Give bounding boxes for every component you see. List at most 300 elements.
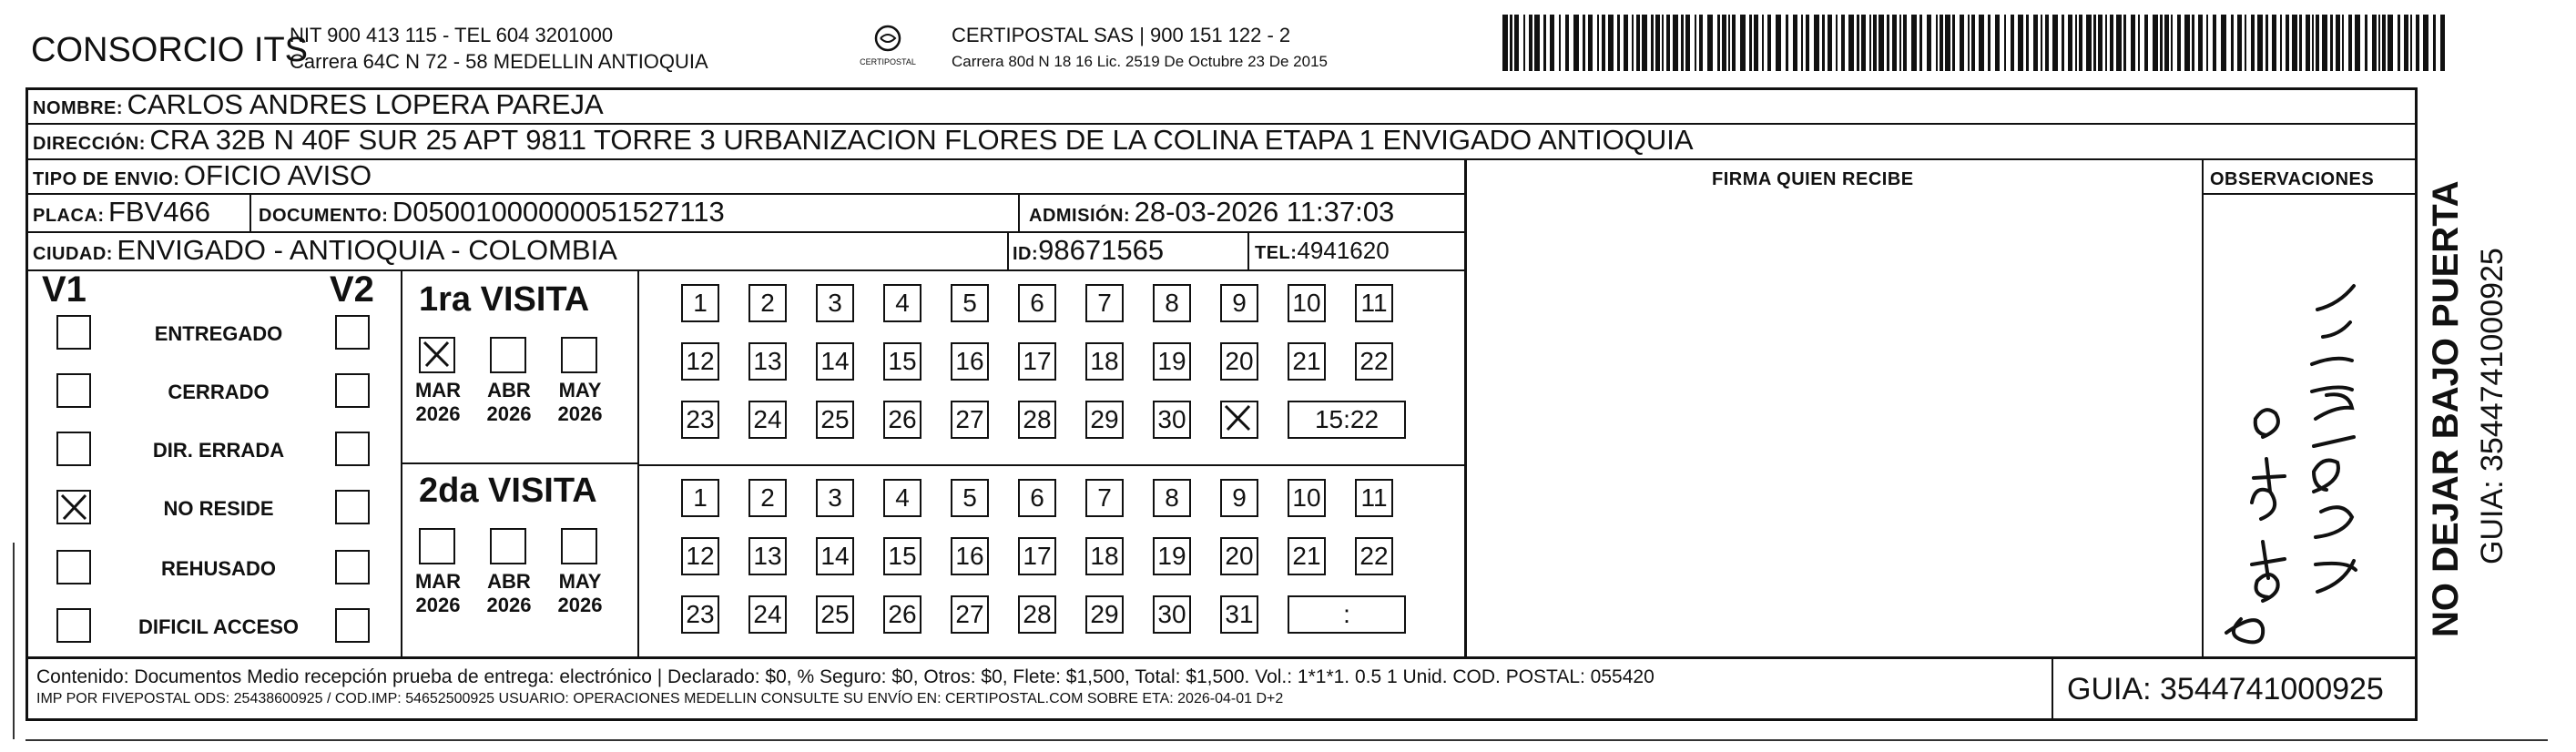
barcode-bar [1602, 15, 1605, 71]
tipo-value: OFICIO AVISO [183, 159, 372, 191]
barcode-bar [1681, 15, 1684, 71]
tel-row [1255, 237, 1390, 265]
documento-label: DOCUMENTO: [259, 206, 389, 226]
barcode-bar [2292, 15, 2297, 71]
second-visit-day-9[interactable]: 9 [1220, 479, 1258, 517]
id-label: ID: [1013, 244, 1039, 264]
barcode-bar [2116, 15, 2122, 71]
v1-header: V1 [42, 269, 87, 310]
first-visit-day-12[interactable]: 12 [681, 342, 719, 381]
first-visit-month-abr[interactable] [490, 337, 526, 373]
barcode-bar [1945, 15, 1950, 71]
handwritten-observation-icon [2208, 218, 2381, 646]
barcode-bar [1806, 15, 1809, 71]
v1-checkbox-rehusado[interactable] [56, 550, 91, 584]
status-label-no-reside: NO RESIDE [163, 497, 274, 520]
barcode-bar [2237, 15, 2242, 71]
certipostal-address: Carrera 80d N 18 16 Lic. 2519 De Octubre 23 De 2015 [952, 53, 1328, 70]
first-visit-month-mar[interactable] [419, 337, 455, 373]
barcode-bar [2131, 15, 2135, 71]
first-visit-day-27[interactable]: 27 [951, 401, 989, 439]
certipostal-info [952, 22, 1328, 75]
barcode-bar [2404, 15, 2408, 71]
barcode-bar [1502, 15, 1508, 71]
barcode-bar [1971, 15, 1975, 71]
barcode-bar [1952, 15, 1955, 71]
first-visit-day-19[interactable]: 19 [1153, 342, 1191, 381]
admision-row [1029, 196, 1394, 229]
second-visit-title: 2da VISITA [419, 472, 597, 510]
barcode-bar [1801, 15, 1803, 71]
barcode-bar [2231, 15, 2234, 71]
month-year: 2026 [415, 402, 461, 425]
v1-checkbox-no-reside[interactable] [56, 490, 91, 524]
barcode-bar [1514, 15, 1519, 71]
tipo-label: TIPO DE ENVIO: [33, 169, 180, 189]
barcode-bar [1754, 15, 1758, 71]
second-visit-day-2[interactable]: 2 [748, 479, 787, 517]
barcode-bar [2164, 15, 2169, 71]
month-year: 2026 [557, 594, 603, 616]
barcode-bar [1699, 15, 1703, 71]
barcode-bar [2423, 15, 2428, 71]
first-visit-day-7[interactable]: 7 [1085, 284, 1124, 322]
first-visit-day-17[interactable]: 17 [1018, 342, 1056, 381]
first-visit-day-10[interactable]: 10 [1288, 284, 1326, 322]
barcode-bar [1666, 15, 1670, 71]
month-name: ABR [487, 570, 531, 593]
id-row [1013, 234, 1164, 267]
month-name: MAR [414, 379, 462, 401]
second-visit-day-11[interactable]: 11 [1355, 479, 1393, 517]
second-visit-day-13[interactable]: 13 [748, 537, 787, 575]
barcode-bar [2272, 15, 2276, 71]
month-year: 2026 [415, 594, 461, 616]
first-visit-day-8[interactable]: 8 [1153, 284, 1191, 322]
barcode-bar [1673, 15, 1678, 71]
barcode-bar [1717, 15, 1720, 71]
barcode-bar [2433, 15, 2436, 71]
nombre-label: NOMBRE: [33, 98, 124, 118]
barcode-bar [2213, 15, 2216, 71]
barcode-bar [2206, 15, 2208, 71]
second-visit-day-14[interactable]: 14 [816, 537, 854, 575]
barcode-bar [2348, 15, 2352, 71]
v2-checkbox-cerrado[interactable] [335, 373, 370, 408]
logo-text: CERTIPOSTAL [860, 57, 916, 66]
v1-checkbox-cerrado[interactable] [56, 373, 91, 408]
barcode-bar [1588, 15, 1593, 71]
direccion-row [33, 124, 1694, 157]
barcode-bar [1722, 15, 1726, 71]
second-visit-month-label [406, 570, 470, 617]
first-visit-day-13[interactable]: 13 [748, 342, 787, 381]
first-visit-day-22[interactable]: 22 [1355, 342, 1393, 381]
barcode-bar [1762, 15, 1764, 71]
barcode-bar [2192, 15, 2194, 71]
second-visit-day-28[interactable]: 28 [1018, 595, 1056, 634]
x-mark-icon [1222, 402, 1253, 433]
barcode-bar [1960, 15, 1964, 71]
x-mark-icon [421, 339, 452, 370]
barcode-bar [1919, 15, 1922, 71]
barcode-bar [1767, 15, 1771, 71]
month-name: MAY [558, 570, 602, 593]
second-visit-day-6[interactable]: 6 [1018, 479, 1056, 517]
first-visit-month-label [477, 379, 541, 426]
barcode-bar [2306, 15, 2310, 71]
second-visit-day-5[interactable]: 5 [951, 479, 989, 517]
barcode-bar [1529, 15, 1532, 71]
barcode-bar [2079, 15, 2082, 71]
ciudad-label: CIUDAD: [33, 244, 113, 264]
barcode-bar [1632, 15, 1634, 71]
barcode-bar [1903, 15, 1907, 71]
barcode-bar [2355, 15, 2360, 71]
barcode-bar [1892, 15, 1897, 71]
barcode-bar [1995, 15, 2000, 71]
second-visit-day-15[interactable]: 15 [883, 537, 921, 575]
tipo-row [33, 159, 372, 192]
footer-imp: IMP POR FIVEPOSTAL ODS: 25438600925 / COD.IMP: 54652500925 USUARIO: OPERACIONES MEDELLIN CONSULTE SU ENVÍO EN: CERTIPOSTAL.COM SOBRE ETA: 2026-04-01 D+2 [36, 691, 1284, 706]
barcode-bar [2004, 15, 2006, 71]
first-visit-day-26[interactable]: 26 [883, 401, 921, 439]
v1-checkbox-dificil-acceso[interactable] [56, 608, 91, 643]
barcode-bar [1597, 15, 1599, 71]
barcode-bar [2398, 15, 2400, 71]
barcode-bar [2440, 15, 2445, 71]
first-visit-day-18[interactable]: 18 [1085, 342, 1124, 381]
barcode-bar [1836, 15, 1838, 71]
barcode-bar [1911, 15, 1917, 71]
barcode-bar [1988, 15, 1991, 71]
barcode-bar [2062, 15, 2064, 71]
barcode-bar [1728, 15, 1730, 71]
barcode-bar [2336, 15, 2340, 71]
barcode-bar [1740, 15, 1746, 71]
barcode-bar [1651, 15, 1654, 71]
barcode-bar [2365, 15, 2367, 71]
barcode-bar [2416, 15, 2419, 71]
no-dejar-bajo-puerta: NO DEJAR BAJO PUERTA [2426, 180, 2466, 637]
barcode-bar [1848, 15, 1854, 71]
barcode-bar [1869, 15, 1871, 71]
barcode-bar [1543, 15, 1546, 71]
second-visit-day-21[interactable]: 21 [1288, 537, 1326, 575]
placa-label: PLACA: [33, 206, 105, 226]
barcode-bar [2138, 15, 2140, 71]
barcode-bar [1841, 15, 1845, 71]
v2-checkbox-rehusado[interactable] [335, 550, 370, 584]
second-visit-day-1[interactable]: 1 [681, 479, 719, 517]
tel-value: 4941620 [1297, 237, 1390, 264]
barcode-bar [1940, 15, 1943, 71]
barcode-bar [1968, 15, 1970, 71]
first-visit-day-9[interactable]: 9 [1220, 284, 1258, 322]
barcode-bar [1510, 15, 1512, 71]
second-visit-day-18[interactable]: 18 [1085, 537, 1124, 575]
barcode-bar [1776, 15, 1781, 71]
barcode-bar [1786, 15, 1788, 71]
v2-header: V2 [330, 269, 374, 310]
barcode-bar [1861, 15, 1866, 71]
barcode-bar [2342, 15, 2344, 71]
second-visit-day-25[interactable]: 25 [816, 595, 854, 634]
barcode-bar [2245, 15, 2246, 71]
direccion-label: DIRECCIÓN: [33, 134, 146, 154]
barcode-bar [1857, 15, 1859, 71]
second-visit-day-4[interactable]: 4 [883, 479, 921, 517]
first-visit-month-label [548, 379, 612, 426]
barcode-bar [1642, 15, 1647, 71]
barcode-bar [1534, 15, 1540, 71]
certipostal-name: CERTIPOSTAL SAS | 900 151 122 - 2 [952, 24, 1291, 46]
direccion-value: CRA 32B N 40F SUR 25 APT 9811 TORRE 3 URBANIZACION FLORES DE LA COLINA ETAPA 1 ENVIGADO ANTIOQUIA [149, 124, 1694, 156]
certipostal-logo-icon [856, 24, 920, 74]
first-visit-day-5[interactable]: 5 [951, 284, 989, 322]
v2-checkbox-no-reside[interactable] [335, 490, 370, 524]
footer-guia: GUIA: 3544741000925 [2067, 672, 2384, 706]
second-visit-day-19[interactable]: 19 [1153, 537, 1191, 575]
first-visit-day-11[interactable]: 11 [1355, 284, 1393, 322]
barcode-bar [2086, 15, 2092, 71]
second-visit-month-label [548, 570, 612, 617]
month-year: 2026 [486, 402, 532, 425]
barcode-bar [1624, 15, 1628, 71]
barcode-bar [2410, 15, 2412, 71]
barcode-bar [1583, 15, 1585, 71]
month-year: 2026 [486, 594, 532, 616]
month-year: 2026 [557, 402, 603, 425]
second-visit-day-30[interactable]: 30 [1153, 595, 1191, 634]
barcode-bar [2153, 15, 2158, 71]
barcode-icon [1502, 15, 2454, 71]
barcode-bar [1979, 15, 1984, 71]
first-visit-day-3[interactable]: 3 [816, 284, 854, 322]
second-visit-day-10[interactable]: 10 [1288, 479, 1326, 517]
barcode-bar [1814, 15, 1819, 71]
barcode-bar [2388, 15, 2393, 71]
nombre-row [33, 88, 604, 121]
second-visit-month-label [477, 570, 541, 617]
second-visit-day-22[interactable]: 22 [1355, 537, 1393, 575]
second-visit-day-7[interactable]: 7 [1085, 479, 1124, 517]
second-visit-day-20[interactable]: 20 [1220, 537, 1258, 575]
first-visit-day-29[interactable]: 29 [1085, 401, 1124, 439]
firma-header [1712, 169, 1914, 190]
observaciones-header [2210, 169, 2374, 190]
barcode-bar [2198, 15, 2203, 71]
barcode-bar [1873, 15, 1877, 71]
second-visit-day-17[interactable]: 17 [1018, 537, 1056, 575]
barcode-bar [2144, 15, 2148, 71]
first-visit-day-16[interactable]: 16 [951, 342, 989, 381]
barcode-bar [1636, 15, 1640, 71]
barcode-bar [1573, 15, 1579, 71]
month-name: MAR [414, 570, 462, 593]
second-visit-day-27[interactable]: 27 [951, 595, 989, 634]
company-nit: NIT 900 413 115 - TEL 604 3201000 [290, 24, 614, 46]
first-visit-day-28[interactable]: 28 [1018, 401, 1056, 439]
barcode-bar [1662, 15, 1664, 71]
company-name: CONSORCIO ITS [31, 31, 309, 69]
barcode-bar [1523, 15, 1525, 71]
observaciones-label: OBSERVACIONES [2210, 169, 2375, 189]
barcode-bar [2045, 15, 2049, 71]
barcode-bar [1608, 15, 1614, 71]
first-visit-title: 1ra VISITA [419, 280, 590, 319]
barcode-bar [2041, 15, 2042, 71]
id-value: 98671565 [1038, 234, 1165, 266]
barcode-bar [2184, 15, 2190, 71]
first-visit-day-24[interactable]: 24 [748, 401, 787, 439]
barcode-bar [2280, 15, 2282, 71]
barcode-bar [2160, 15, 2163, 71]
ciudad-value: ENVIGADO - ANTIOQUIA - COLOMBIA [117, 234, 617, 266]
v2-checkbox-dificil-acceso[interactable] [335, 608, 370, 643]
company-address: Carrera 64C N 72 - 58 MEDELLIN ANTIOQUIA [290, 50, 708, 73]
firma-label: FIRMA QUIEN RECIBE [1712, 169, 1914, 189]
barcode-bar [2033, 15, 2038, 71]
first-visit-month-may[interactable] [561, 337, 597, 373]
second-visit-day-16[interactable]: 16 [951, 537, 989, 575]
first-visit-day-23[interactable]: 23 [681, 401, 719, 439]
barcode-bar [1617, 15, 1620, 71]
status-label-cerrado: CERRADO [168, 381, 270, 403]
placa-row [33, 196, 210, 229]
barcode-bar [2026, 15, 2029, 71]
v2-checkbox-entregado[interactable] [335, 315, 370, 350]
barcode-bar [1695, 15, 1696, 71]
second-visit-time[interactable]: : [1288, 595, 1406, 634]
second-visit-month-abr[interactable] [490, 528, 526, 564]
v1-checkbox-entregado[interactable] [56, 315, 91, 350]
status-label-dir-errada: DIR. ERRADA [152, 439, 285, 462]
first-visit-day-1[interactable]: 1 [681, 284, 719, 322]
barcode-bar [1559, 15, 1561, 71]
month-name: MAY [558, 379, 602, 401]
barcode-bar [2171, 15, 2173, 71]
month-name: ABR [487, 379, 531, 401]
barcode-bar [2068, 15, 2072, 71]
first-visit-day-6[interactable]: 6 [1018, 284, 1056, 322]
barcode-bar [2093, 15, 2096, 71]
barcode-bar [2299, 15, 2302, 71]
first-visit-day-21[interactable]: 21 [1288, 342, 1326, 381]
tel-label: TEL: [1255, 243, 1298, 263]
second-visit-day-29[interactable]: 29 [1085, 595, 1124, 634]
barcode-bar [2312, 15, 2314, 71]
barcode-bar [1565, 15, 1569, 71]
placa-value: FBV466 [108, 196, 211, 228]
second-visit-day-26[interactable]: 26 [883, 595, 921, 634]
second-visit-day-24[interactable]: 24 [748, 595, 787, 634]
barcode-bar [2052, 15, 2058, 71]
first-visit-day-14[interactable]: 14 [816, 342, 854, 381]
barcode-bar [2011, 15, 2014, 71]
first-visit-day-4[interactable]: 4 [883, 284, 921, 322]
barcode-bar [1927, 15, 1931, 71]
scan-bottom-line [25, 739, 2548, 741]
barcode-bar [2105, 15, 2107, 71]
v2-checkbox-dir-errada[interactable] [335, 432, 370, 466]
barcode-bar [1707, 15, 1713, 71]
barcode-bar [2098, 15, 2103, 71]
barcode-bar [2378, 15, 2380, 71]
status-label-rehusado: REHUSADO [161, 557, 276, 580]
x-mark-icon [58, 492, 89, 523]
barcode-bar [1828, 15, 1832, 71]
first-visit-day-31[interactable] [1220, 401, 1258, 439]
barcode-bar [2018, 15, 2023, 71]
first-visit-time[interactable]: 15:22 [1288, 401, 1406, 439]
second-visit-month-may[interactable] [561, 528, 597, 564]
second-visit-day-3[interactable]: 3 [816, 479, 854, 517]
barcode-bar [1732, 15, 1736, 71]
barcode-bar [1899, 15, 1901, 71]
barcode-bar [2382, 15, 2386, 71]
barcode-bar [1685, 15, 1690, 71]
footer-contenido: Contenido: Documentos Medio recepción prueba de entrega: electrónico | Declarado: $0, % Seguro: $0, Otros: $0, Flete: $1,500, Total: $1,500. Vol.: 1*1*1. 0.5 1 Unid. COD. POSTAL: 055420 [36, 666, 1655, 687]
company-info [290, 22, 708, 75]
v1-checkbox-dir-errada[interactable] [56, 432, 91, 466]
first-visit-day-30[interactable]: 30 [1153, 401, 1191, 439]
barcode-bar [2251, 15, 2255, 71]
nombre-value: CARLOS ANDRES LOPERA PAREJA [127, 88, 604, 120]
barcode-bar [2330, 15, 2333, 71]
barcode-bar [1936, 15, 1938, 71]
documento-value: D05001000000051527113 [392, 196, 725, 228]
status-label-entregado: ENTREGADO [154, 322, 283, 345]
scan-edge-line [13, 543, 15, 739]
barcode-bar [2372, 15, 2377, 71]
barcode-bar [1822, 15, 1825, 71]
barcode-bar [2110, 15, 2113, 71]
barcode-bar [2257, 15, 2263, 71]
second-visit-day-23[interactable]: 23 [681, 595, 719, 634]
documento-row [259, 196, 725, 229]
barcode-bar [1655, 15, 1660, 71]
admision-value: 28-03-2026 11:37:03 [1134, 196, 1395, 228]
barcode-bar [1793, 15, 1797, 71]
barcode-bar [1887, 15, 1889, 71]
status-label-dificil-acceso: DIFICIL ACCESO [137, 615, 299, 638]
barcode-bar [1550, 15, 1554, 71]
barcode-bar [2286, 15, 2289, 71]
second-visit-day-8[interactable]: 8 [1153, 479, 1191, 517]
barcode-bar [1749, 15, 1752, 71]
barcode-bar [2177, 15, 2181, 71]
first-visit-day-25[interactable]: 25 [816, 401, 854, 439]
side-guia: GUIA: 3544741000925 [2475, 248, 2510, 564]
first-visit-day-2[interactable]: 2 [748, 284, 787, 322]
barcode-bar [2316, 15, 2319, 71]
barcode-bar [2075, 15, 2077, 71]
barcode-bar [2221, 15, 2226, 71]
barcode-bar [2322, 15, 2327, 71]
second-visit-month-mar[interactable] [419, 528, 455, 564]
barcode-bar [1879, 15, 1884, 71]
second-visit-day-31[interactable]: 31 [1220, 595, 1258, 634]
first-visit-day-20[interactable]: 20 [1220, 342, 1258, 381]
barcode-bar [2265, 15, 2268, 71]
first-visit-day-15[interactable]: 15 [883, 342, 921, 381]
barcode-bar [2123, 15, 2126, 71]
first-visit-month-label [406, 379, 470, 426]
ciudad-row [33, 234, 617, 267]
second-visit-day-12[interactable]: 12 [681, 537, 719, 575]
admision-label: ADMISIÓN: [1029, 206, 1131, 226]
